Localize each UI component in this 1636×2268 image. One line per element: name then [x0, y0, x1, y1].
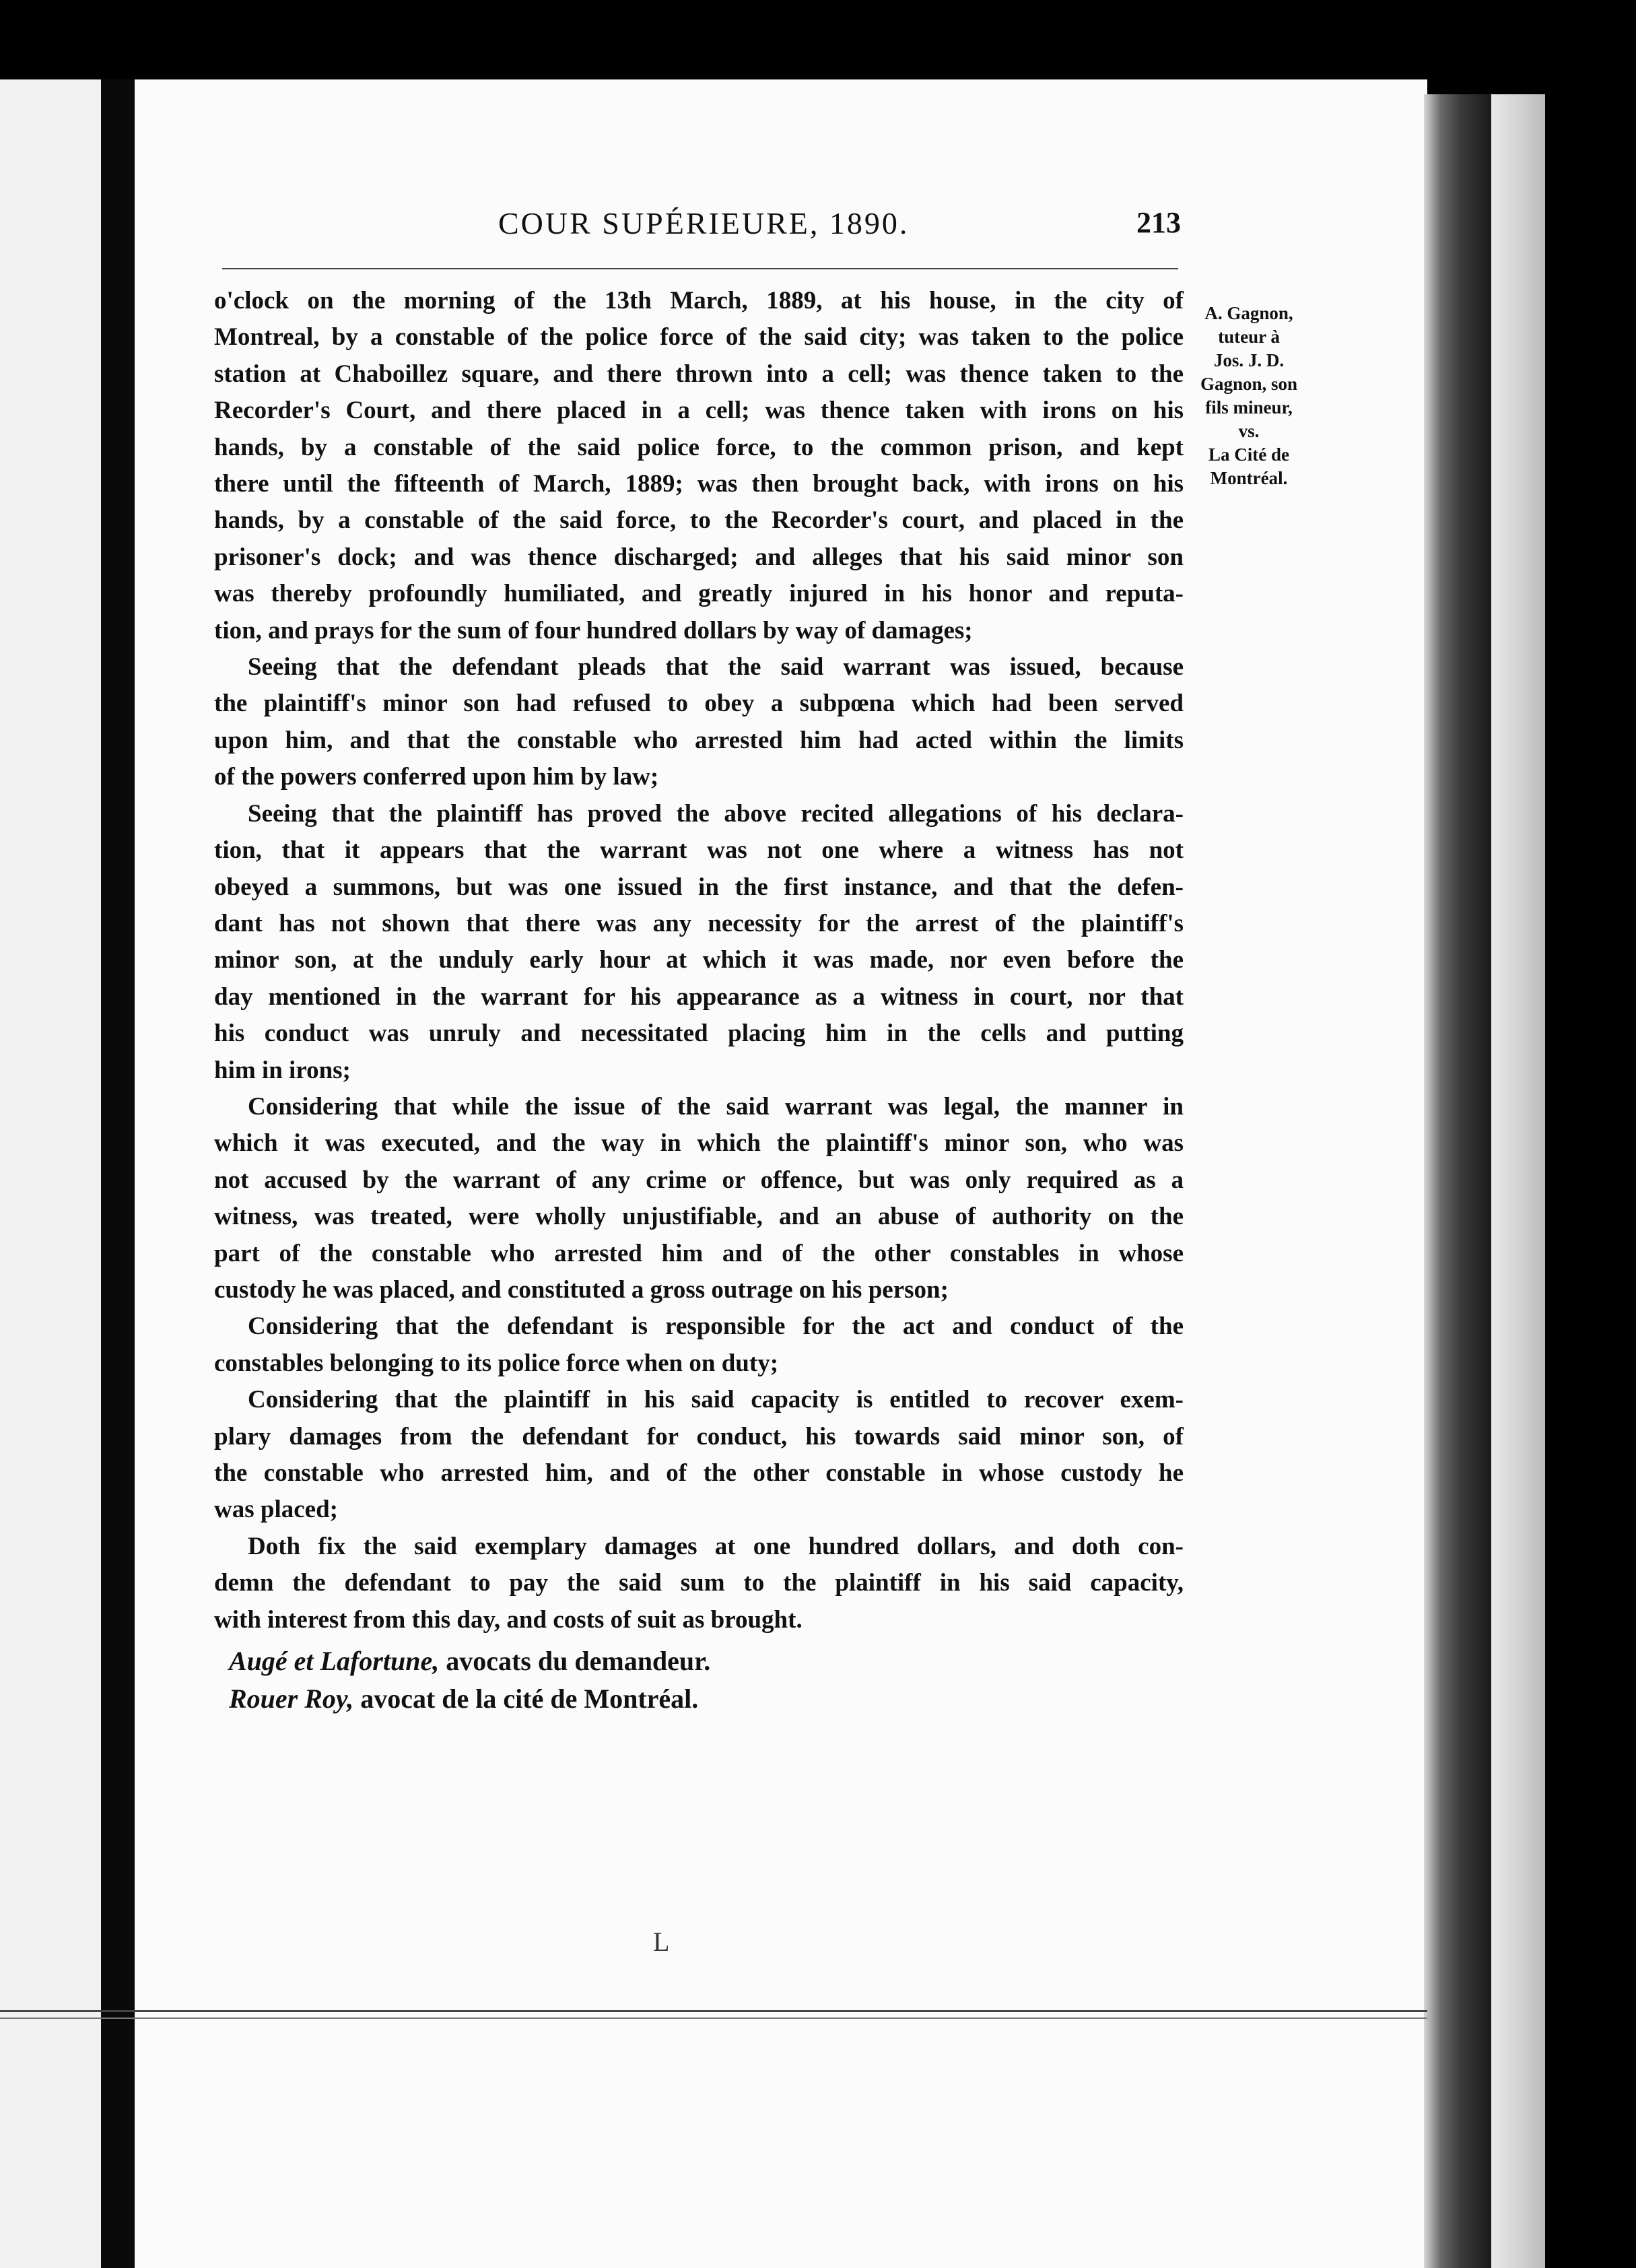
text-line: Considering that the plaintiff in his said capacity is entitled to recover exem-	[248, 1386, 1184, 1414]
text-line: of the powers conferred upon him by law;	[214, 763, 659, 791]
signature-role: avocats du demandeur.	[446, 1646, 711, 1677]
text-line: Seeing that the plaintiff has proved the above recited allegations of his declara-	[248, 799, 1184, 828]
text-line: upon him, and that the constable who arrested him had acted within the limits	[214, 726, 1184, 754]
text-line: there until the fifteenth of March, 1889; was then brought back, with irons on his	[214, 470, 1184, 498]
margin-line: Gagnon, son	[1200, 374, 1298, 394]
header-rule	[222, 268, 1178, 269]
facing-page-edge	[0, 79, 101, 2268]
text-line: day mentioned in the warrant for his appearance as a witness in court, nor that	[214, 982, 1184, 1011]
text-line: Considering that while the issue of the said warrant was legal, the manner in	[248, 1092, 1184, 1121]
bottom-rule	[0, 2017, 1427, 2019]
signature-plaintiff-counsel	[214, 1642, 1184, 1680]
running-head: COUR SUPÉRIEURE, 1890.	[498, 206, 910, 240]
text-line: his conduct was unruly and necessitated placing him in the cells and putting	[214, 1020, 1184, 1048]
margin-line: A. Gagnon,	[1204, 303, 1293, 323]
text-line: Considering that the defendant is responsible for the act and conduct of the	[248, 1312, 1184, 1341]
text-line: constables belonging to its police force when on duty;	[214, 1349, 779, 1377]
text-line: Doth fix the said exemplary damages at one hundred dollars, and doth con-	[248, 1532, 1184, 1560]
page-binding-shadow	[1424, 94, 1491, 2268]
text-line: the constable who arrested him, and of the other constable in whose custody he	[214, 1459, 1184, 1487]
text-line: Seeing that the defendant pleads that the said warrant was issued, because	[248, 653, 1184, 681]
text-line: tion, and prays for the sum of four hundred dollars by way of damages;	[214, 616, 973, 644]
margin-line: Jos. J. D.	[1213, 350, 1285, 370]
text-line: station at Chaboillez square, and there thrown into a cell; was thence taken to the	[214, 360, 1184, 388]
text-line: not accused by the warrant of any crime or offence, but was only required as a	[214, 1166, 1184, 1194]
signature-defendant-counsel	[214, 1680, 1184, 1718]
text-line: Recorder's Court, and there placed in a cell; was thence taken with irons on his	[214, 397, 1184, 425]
text-line: dant has not shown that there was any necessity for the arrest of the plaintiff's	[214, 909, 1184, 937]
text-line: hands, by a constable of the said police force, to the common prison, and kept	[214, 433, 1184, 461]
signature-role: avocat de la cité de Montréal.	[360, 1683, 699, 1714]
text-line: was thereby profoundly humiliated, and greatly injured in his honor and reputa-	[214, 580, 1184, 608]
text-line: him in irons;	[214, 1056, 351, 1084]
text-line: was placed;	[214, 1496, 338, 1524]
text-line: minor son, at the unduly early hour at which it was made, nor even before the	[214, 946, 1184, 974]
text-line: obeyed a summons, but was one issued in the first instance, and that the defen-	[214, 873, 1184, 901]
text-line: demn the defendant to pay the said sum to the plaintiff in his said capacity,	[214, 1569, 1184, 1597]
margin-line: vs.	[1238, 421, 1260, 441]
body-text	[214, 283, 1184, 1718]
margin-line: Montréal.	[1210, 468, 1288, 488]
scan-border	[1545, 94, 1636, 2268]
signature-names: Augé et Lafortune,	[229, 1646, 440, 1677]
text-line: witness, was treated, were wholly unjustifiable, and an abuse of authority on the	[214, 1203, 1184, 1231]
text-line: the plaintiff's minor son had refused to obey a subpœna which had been served	[214, 690, 1184, 718]
text-line: tion, that it appears that the warrant was not one where a witness has not	[214, 836, 1184, 865]
text-line: with interest from this day, and costs of suit as brought.	[214, 1605, 803, 1634]
text-line: part of the constable who arrested him and of the other constables in whose	[214, 1239, 1184, 1267]
text-line: plary damages from the defendant for conduct, his towards said minor son, of	[214, 1422, 1184, 1450]
bottom-rule	[0, 2010, 1427, 2012]
text-line: which it was executed, and the way in which the plaintiff's minor son, who was	[214, 1129, 1184, 1158]
text-line: prisoner's dock; and was thence discharged; and alleges that his said minor son	[214, 543, 1184, 571]
text-line: hands, by a constable of the said force, to the Recorder's court, and placed in the	[214, 506, 1184, 535]
text-line: custody he was placed, and constituted a gross outrage on his person;	[214, 1275, 949, 1304]
text-line: Montreal, by a constable of the police force of the said city; was taken to the police	[214, 323, 1184, 352]
signature-names: Rouer Roy,	[229, 1683, 354, 1714]
margin-line: fils mineur,	[1205, 397, 1293, 418]
margin-line: tuteur à	[1218, 327, 1280, 347]
margin-case-title	[1192, 302, 1306, 490]
page-number: 213	[1136, 206, 1181, 239]
stray-mark: L	[653, 1927, 670, 1957]
margin-line: La Cité de	[1208, 444, 1289, 465]
gutter-shadow	[101, 79, 135, 2268]
page-binding-edge	[1491, 94, 1545, 2268]
text-line: o'clock on the morning of the 13th March, 1889, at his house, in the city of	[214, 287, 1184, 314]
